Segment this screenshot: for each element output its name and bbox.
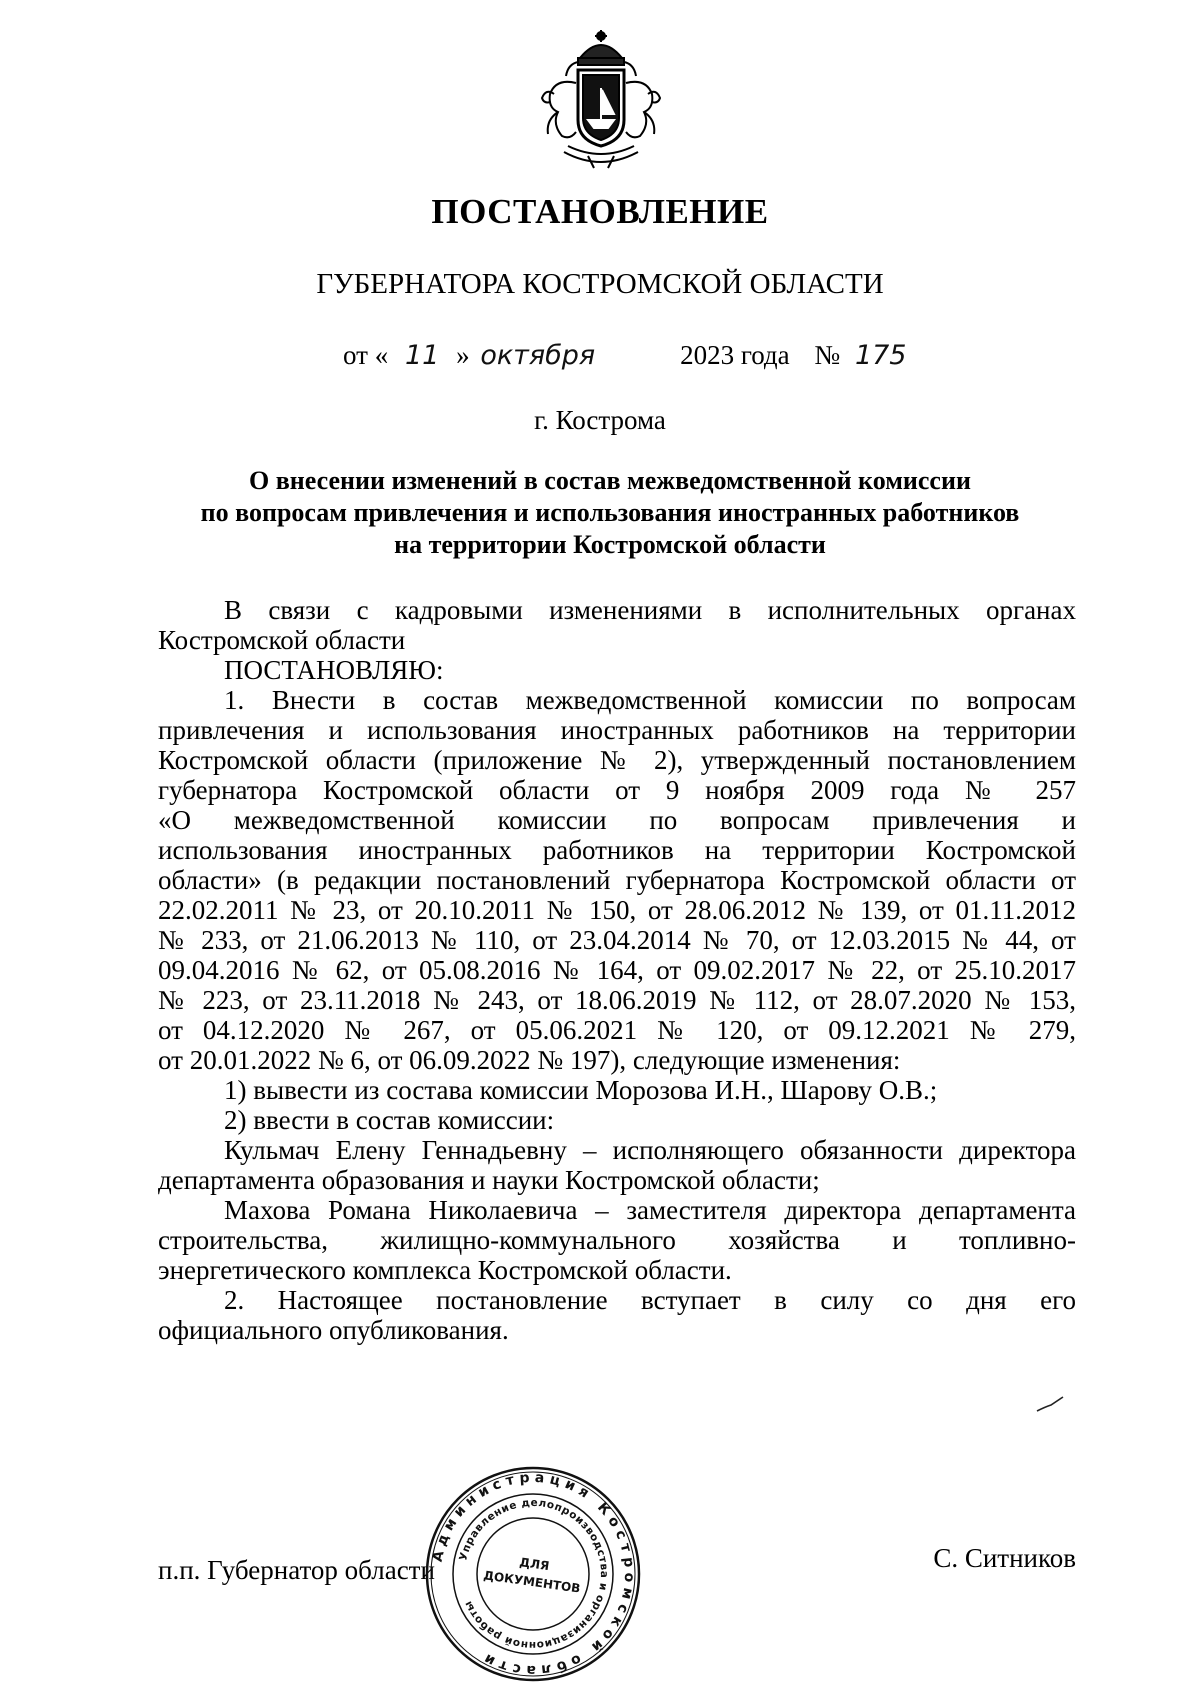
date-prefix: от « — [343, 340, 389, 370]
body-line: официального опубликования. — [158, 1315, 509, 1345]
heading-line: на территории Костромской области — [394, 530, 826, 559]
body-line: «О межведомственной комиссии по вопросам привлечения и — [158, 805, 1076, 835]
svg-text:Управление делопроизводства и — [457, 1497, 610, 1651]
stamp-outer-text: Администрация Костромской области — [429, 1469, 638, 1679]
official-stamp — [418, 1465, 648, 1683]
handwritten-mark — [1035, 1395, 1065, 1413]
body-line: 09.04.2016 № 62, от 05.08.2016 № 164, от 09.02.2017 № 22, от 25.10.2017 — [158, 955, 1076, 985]
city: г. Кострома — [534, 405, 666, 435]
stamp-center-line2: ДОКУМЕНТОВ — [482, 1568, 582, 1596]
body-line: Костромской области — [158, 625, 406, 655]
document-number: 175 — [854, 340, 907, 371]
date-line — [343, 340, 906, 371]
document-subtitle: ГУБЕРНАТОРА КОСТРОМСКОЙ ОБЛАСТИ — [316, 268, 884, 300]
body-line: № 233, от 21.06.2013 № 110, от 23.04.2014 № 70, от 12.03.2015 № 44, от — [158, 925, 1076, 955]
body-line: энергетического комплекса Костромской области. — [158, 1255, 732, 1285]
body-line: 1. Внести в состав межведомственной комиссии по вопросам — [224, 685, 1076, 715]
date-close-quote: » — [456, 340, 470, 370]
signatory-position: п.п. Губернатор области — [158, 1555, 435, 1585]
stamp-center-line1: ДЛЯ — [518, 1555, 551, 1574]
body-line: Махова Романа Николаевича – заместителя директора департамента — [224, 1195, 1076, 1225]
body-line: В связи с кадровыми изменениями в исполнительных органах — [224, 595, 1076, 625]
heading-line: по вопросам привлечения и использования иностранных работников — [200, 498, 1020, 527]
body-line: № 223, от 23.11.2018 № 243, от 18.06.2019 № 112, от 28.07.2020 № 153, — [158, 985, 1076, 1015]
body-line: 2) ввести в состав комиссии: — [224, 1105, 555, 1135]
coat-of-arms-emblem — [528, 28, 674, 174]
date-month: октября — [480, 340, 596, 371]
body-line: от 20.01.2022 № 6, от 06.09.2022 № 197), следующие изменения: — [158, 1045, 901, 1075]
body-line: использования иностранных работников на территории Костромской — [158, 835, 1076, 865]
body-line: области» (в редакции постановлений губернатора Костромской области от — [158, 865, 1076, 895]
body-line: строительства, жилищно-коммунального хозяйства и топливно- — [158, 1225, 1076, 1255]
body-line: 1) вывести из состава комиссии Морозова И.Н., Шарову О.В.; — [224, 1075, 938, 1105]
heading-line: О внесении изменений в состав межведомственной комиссии — [249, 466, 971, 495]
date-day: 11 — [404, 340, 440, 371]
date-year: 2023 года — [680, 340, 790, 370]
body-line: департамента образования и науки Костромской области; — [158, 1165, 820, 1195]
body-line: от 04.12.2020 № 267, от 05.06.2021 № 120, от 09.12.2021 № 279, — [158, 1015, 1076, 1045]
number-sign: № — [814, 340, 841, 370]
body-line: ПОСТАНОВЛЯЮ: — [224, 655, 444, 685]
body-line: Кульмач Елену Геннадьевну – исполняющего обязанности директора — [224, 1135, 1076, 1165]
body-line: привлечения и использования иностранных работников на территории — [158, 715, 1076, 745]
body-line: губернатора Костромской области от 9 ноября 2009 года № 257 — [158, 775, 1076, 805]
document-body — [158, 595, 1076, 1345]
document-heading — [150, 465, 1070, 561]
body-line: 2. Настоящее постановление вступает в силу со дня его — [224, 1285, 1076, 1315]
signatory-name: С. Ситников — [933, 1543, 1076, 1573]
body-line: Костромской области (приложение № 2), утвержденный постановлением — [158, 745, 1076, 775]
body-line: 22.02.2011 № 23, от 20.10.2011 № 150, от 28.06.2012 № 139, от 01.11.2012 — [158, 895, 1076, 925]
document-title: ПОСТАНОВЛЕНИЕ — [431, 192, 769, 231]
stamp-inner-text: Управление делопроизводства и организационной работы — [457, 1496, 611, 1652]
